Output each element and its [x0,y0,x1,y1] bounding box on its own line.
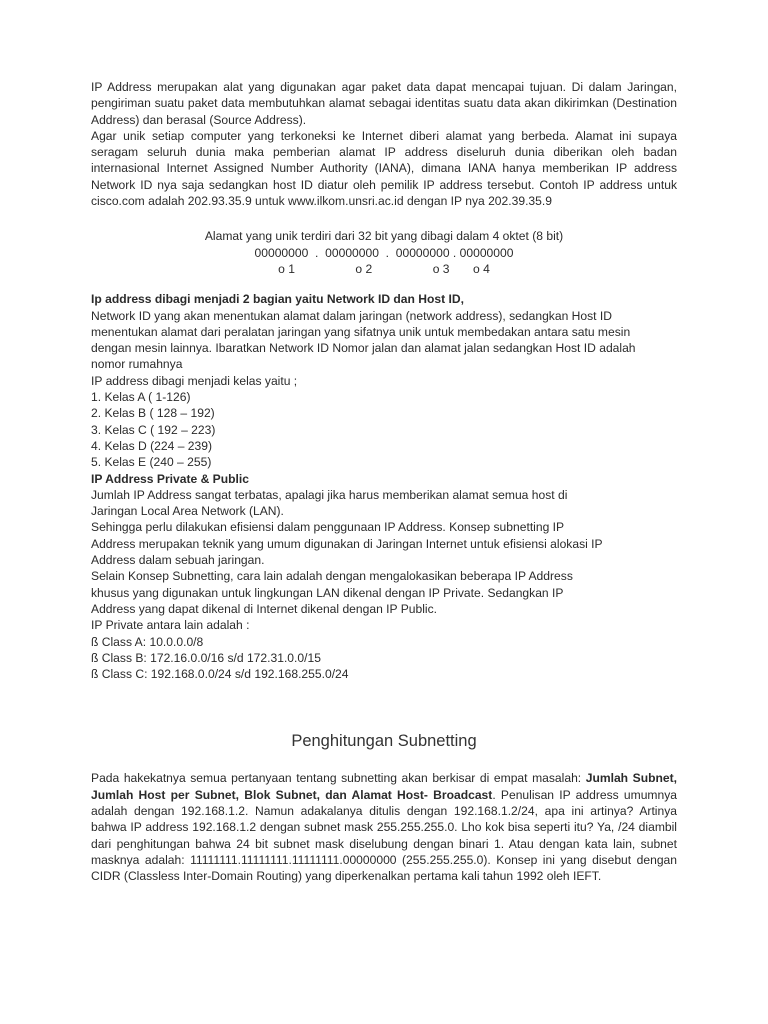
class-list-item: 2. Kelas B ( 128 – 192) [91,406,215,421]
intro-paragraph-1: IP Address merupakan alat yang digunakan agar paket data dapat mencapai tujuan. Di dalam Jaringan, pengiriman suatu paket data membutuhkan alamat sebagai identitas suatu data akan dikirimkan (Destination Address) dan berasal (Source Address). [91,80,677,127]
class-list-item: 3. Kelas C ( 192 – 223) [91,422,216,437]
class-list-item: 4. Kelas D (224 – 239) [91,438,213,453]
octet-diagram [91,228,677,277]
class-list-item: 1. Kelas A ( 1-126) [91,390,191,405]
text-line: khusus yang digunakan untuk lingkungan LAN dikenal dengan IP Private. Sedangkan IP [91,585,564,600]
network-host-section [91,291,677,682]
private-class-bullet: ß Class A: 10.0.0.0/8 [91,634,204,649]
octet-caption: Alamat yang unik terdiri dari 32 bit yang dibagi dalam 4 oktet (8 bit) [204,229,564,244]
text-line: nomor rumahnya [91,357,183,372]
text-line: Jaringan Local Area Network (LAN). [91,504,284,519]
document-page [91,79,677,884]
text-line: Jumlah IP Address sangat terbatas, apalagi jika harus memberikan alamat semua host di [91,487,568,502]
text-line: menentukan alamat dari peralatan jaringan yang sifatnya unik untuk membedakan antara satu mesin [91,324,631,339]
subnetting-lead: Pada hakekatnya semua pertanyaan tentang subnetting akan berkisar di empat masalah: [91,771,586,786]
class-list-item: 5. Kelas E (240 – 255) [91,455,212,470]
private-public-heading: IP Address Private & Public [91,471,249,486]
text-line: Address merupakan teknik yang umum digunakan di Jaringan Internet untuk efisiensi alokasi IP [91,536,603,551]
text-line: IP Private antara lain adalah : [91,618,250,633]
text-line: Sehingga perlu dilakukan efisiensi dalam penggunaan IP Address. Konsep subnetting IP [91,520,565,535]
text-line: IP address dibagi menjadi kelas yaitu ; [91,373,298,388]
subnetting-heading: Penghitungan Subnetting [291,732,477,751]
intro-paragraph-2: Agar unik setiap computer yang terkoneksi ke Internet diberi alamat yang berbeda. Alamat ini supaya seragam seluruh dunia maka pemberian alamat IP address diseluruh dunia diberikan oleh badan internasional Internet Assigned Number Authority (IANA), dimana IANA hanya memberikan IP address Network ID nya saja sedangkan host ID diatur oleh pemilik IP address tersebut. Contoh IP address untuk cisco.com adalah 202.93.35.9 untuk www.ilkom.unsri.ac.id dengan IP nya 202.39.35.9 [91,128,677,209]
subnetting-bold-topics: Jumlah Subnet, Jumlah Host per Subnet, Blok Subnet, dan Alamat Host- Broadcast [91,771,677,802]
text-line: Network ID yang akan menentukan alamat dalam jaringan (network address), sedangkan Host ID [91,308,612,323]
text-line: Selain Konsep Subnetting, cara lain adalah dengan mengalokasikan beberapa IP Address [91,569,573,584]
text-line: dengan mesin lainnya. Ibaratkan Network ID Nomor jalan dan alamat jalan sedangkan Host ID adalah [91,341,636,356]
subnetting-rest: . Penulisan IP address umumnya adalah dengan 192.168.1.2. Namun adakalanya ditulis dengan 192.168.1.2/24, apa ini artinya? Artinya bahwa IP address 192.168.1.2 dengan subnet mask 255.255.255.0. Lho kok bisa seperti itu? Ya, /24 diambil dari penghitungan bahwa 24 bit subnet mask diselubung dengan binari 1. Atau dengan kata lain, subnet masknya adalah: 11111111.11111111.11111111.00000000 (255.255.255.0). Konsep ini yang disebut dengan CIDR (Classless Inter-Domain Routing) yang diperkenalkan pertama kali tahun 1992 oleh IEFT. [91,787,678,884]
text-line: Address yang dapat dikenal di Internet dikenal dengan IP Public. [91,601,438,616]
private-class-bullet: ß Class C: 192.168.0.0/24 s/d 192.168.255.0/24 [91,667,349,682]
private-class-bullet: ß Class B: 172.16.0.0/16 s/d 172.31.0.0/15 [91,650,321,665]
network-section-heading: Ip address dibagi menjadi 2 bagian yaitu Network ID dan Host ID, [91,292,464,307]
octet-bits: 00000000 . 00000000 . 00000000 . 00000000 [254,245,514,260]
text-line: Address dalam sebuah jaringan. [91,553,265,568]
octet-labels: o 1 o 2 o 3 o 4 [278,261,490,276]
subnetting-paragraph [91,770,677,884]
